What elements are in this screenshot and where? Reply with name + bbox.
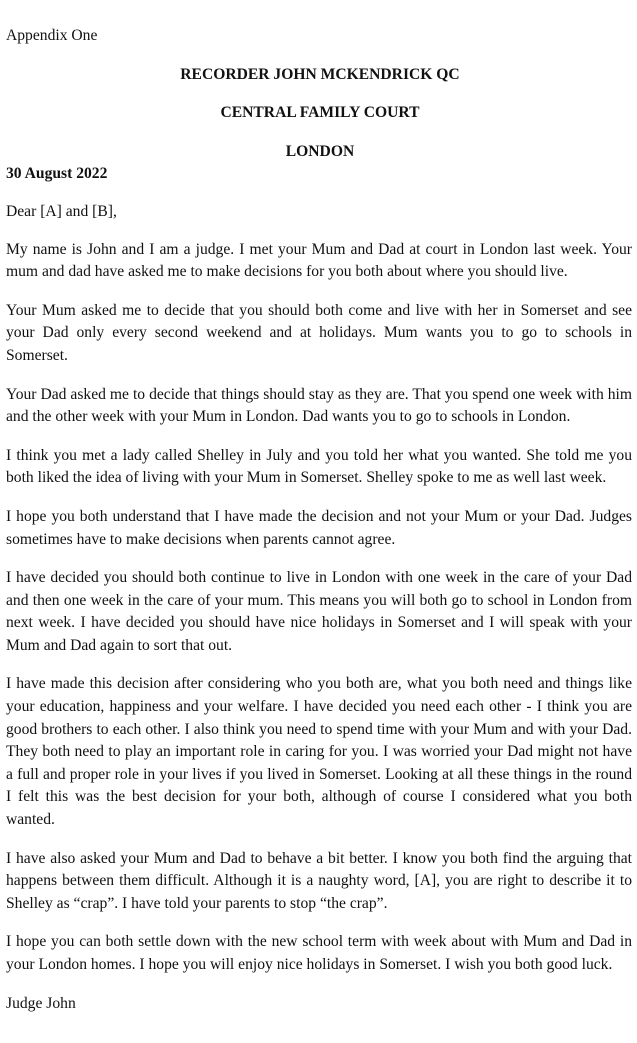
paragraph-intro: My name is John and I am a judge. I met your Mum and Dad at court in London last week. Your mum and dad have asked me to make decisions for you both about where you should live.: [6, 240, 632, 281]
paragraph-closing: I hope you can both settle down with the new school term with week about with Mum and Dad in your London homes. I hope you will enjoy nice holidays in Somerset. I wish you both good luck.: [6, 933, 632, 973]
signoff: Judge John: [6, 994, 76, 1012]
paragraph-judge-decides: I hope you both understand that I have made the decision and not your Mum or your Dad. Judges sometimes have to make decisions when parents cannot agree.: [6, 507, 632, 548]
paragraph-behaviour: I have also asked your Mum and Dad to behave a bit better. I know you both find the arguing that happens between them difficult. Although it is a naughty word, [A], you are right to describe it to Shelley as “crap”. I have told your parents to stop “the crap”.: [6, 849, 632, 912]
paragraph-shelley: I think you met a lady called Shelley in July and you told her what you wanted. She told me you both liked the idea of living with your Mum in Somerset. Shelley spoke to me as well last week.: [6, 446, 632, 487]
paragraph-dad-request: Your Dad asked me to decide that things should stay as they are. That you spend one week with him and the other week with your Mum in London. Dad wants you to go to schools in London.: [6, 385, 632, 426]
paragraph-mum-request: Your Mum asked me to decide that you should both come and live with her in Somerset and see your Dad only every second weekend and at holidays. Mum wants you to go to schools in Somerset.: [6, 301, 632, 364]
paragraph-decision: I have decided you should both continue to live in London with one week in the care of your Dad and then one week in the care of your mum. This means you will both go to school in London from next week. I have decided you should have nice holidays in Somerset and I will speak with your Mum and Dad again to sort that out.: [6, 569, 632, 654]
letter-date: 30 August 2022: [6, 165, 108, 183]
appendix-label: Appendix One: [6, 27, 98, 44]
judge-heading: RECORDER JOHN MCKENDRICK QC: [180, 65, 460, 83]
letter-page: [6, 25, 632, 1015]
city-heading: LONDON: [285, 142, 355, 160]
salutation: Dear [A] and [B],: [6, 202, 117, 220]
court-heading: CENTRAL FAMILY COURT: [220, 104, 420, 122]
paragraph-reasons: I have made this decision after considering who you both are, what you both need and things like your education, happiness and your welfare. I have decided you need each other - I think you are good brothers to each other. I also think you need to spend time with your Mum and with your Dad. They both need to play an important role in caring for you. I was worried your Dad might not have a full and proper role in your lives if you lived in Somerset. Looking at all these things in the round I felt this was the best decision for your both, although of course I considered what you both wanted.: [6, 675, 632, 829]
